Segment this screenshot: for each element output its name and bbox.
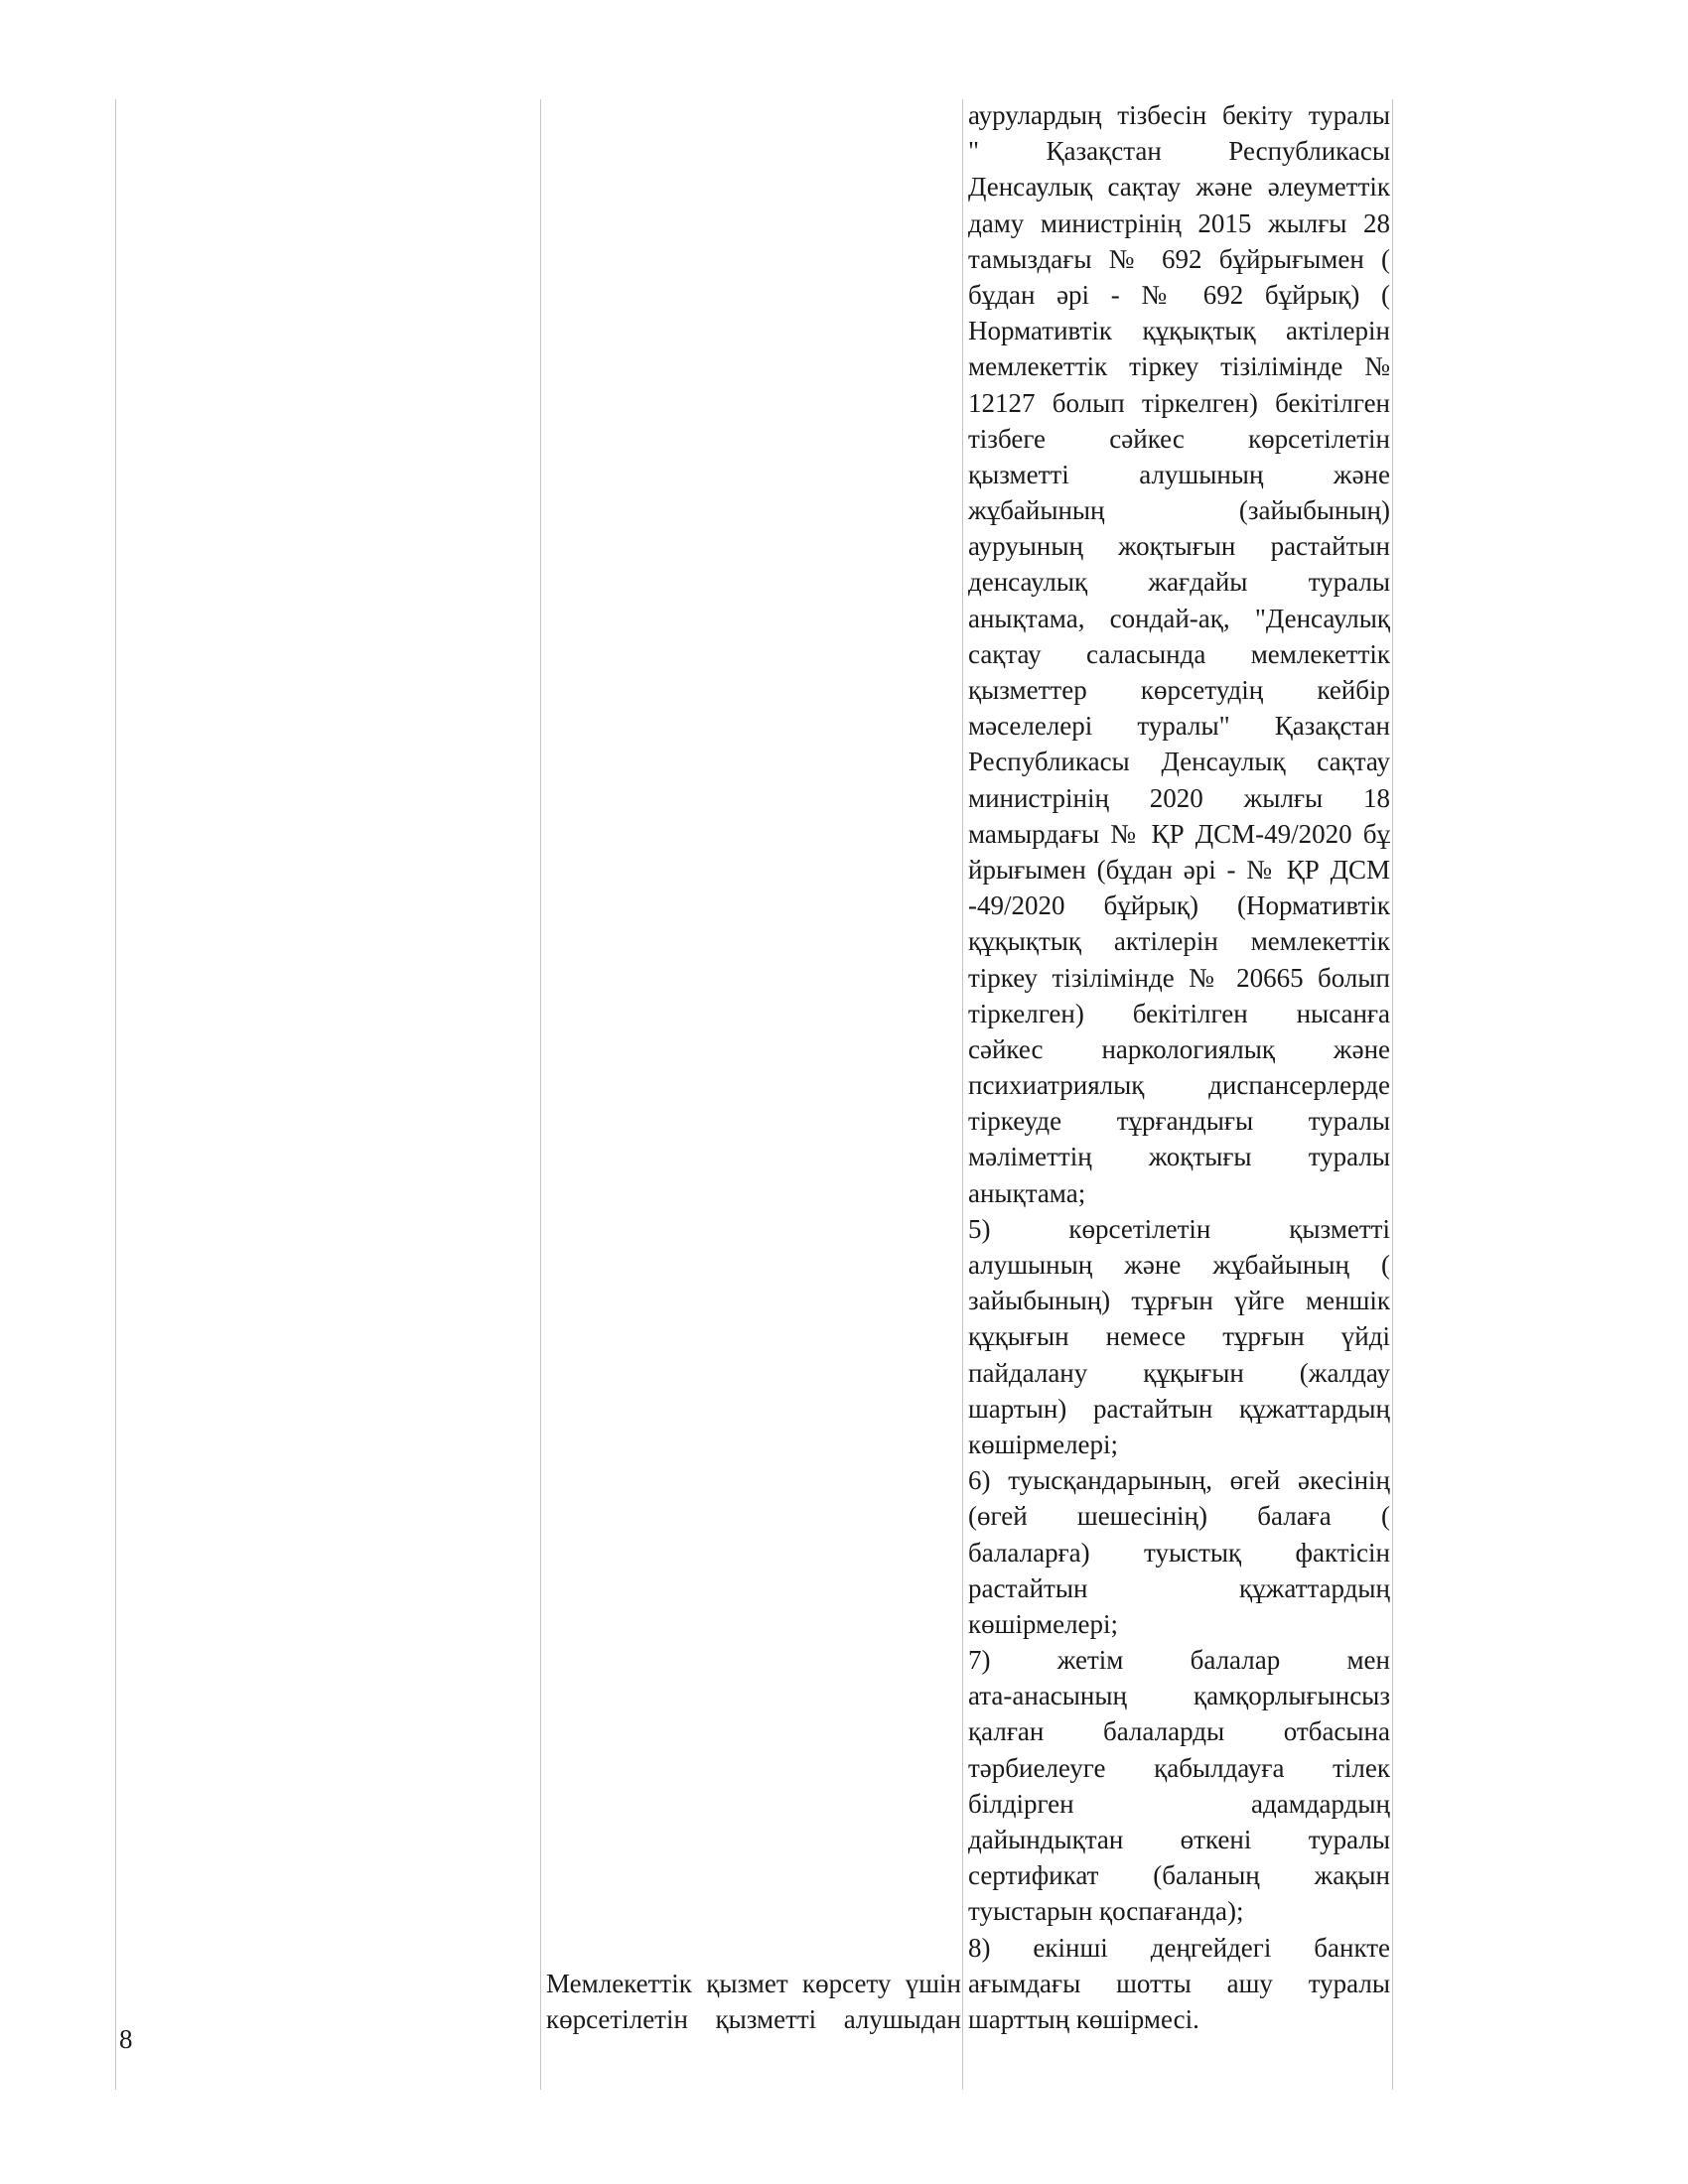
requirements-line: тіркеу тізілімінде № 20665 болып — [968, 962, 1390, 993]
requirements-line: анықтама; — [968, 1177, 1086, 1208]
requirements-line: көшірмелері; — [968, 1608, 1119, 1639]
item-title-line: Мемлекеттік қызмет көрсету үшін — [546, 1969, 961, 1998]
requirements-line: ауруының жоқтығын растайтын — [968, 531, 1390, 562]
requirements-line: даму министрінің 2015 жылғы 28 — [968, 207, 1390, 238]
requirements-line: " Қазақстан Республикасы — [968, 136, 1390, 167]
requirements-line: қызметті алушының және — [968, 459, 1390, 489]
requirements-line: тіркеуде тұрғандығы туралы — [968, 1106, 1390, 1137]
requirements-line: қызметтер көрсетудің кейбір — [968, 675, 1390, 705]
requirements-line: 7) жетім балалар мен — [968, 1645, 1390, 1676]
requirements-line: тізбеге сәйкес көрсетілетін — [968, 423, 1390, 454]
requirements-line: денсаулық жағдайы туралы — [968, 567, 1390, 598]
requirements-line: растайтын құжаттардың — [968, 1572, 1390, 1603]
requirements-line: тамыздағы № 692 бұйрығымен ( — [968, 243, 1390, 274]
requirements-line: сертификат (баланың жақын — [968, 1860, 1390, 1891]
requirements-line: йрығымен (бұдан әрі - № ҚР ДСМ — [968, 854, 1390, 885]
row-number-cell — [119, 2021, 149, 2057]
requirements-line: психиатриялық диспансерлерде — [968, 1070, 1390, 1101]
requirements-cell — [968, 97, 1390, 2037]
requirements-line: 12127 болып тіркелген) бекітілген — [968, 387, 1390, 418]
requirements-line: ата-анасының қамқорлығынсыз — [968, 1681, 1390, 1711]
requirements-line: көшірмелері; — [968, 1429, 1119, 1459]
requirements-line: балаларға) туыстық фактісін — [968, 1537, 1390, 1568]
item-title-cell — [546, 1966, 961, 2037]
requirements-line: мәселелері туралы" Қазақстан — [968, 711, 1390, 742]
table-divider-col1-col2 — [540, 99, 541, 2090]
requirements-line: анықтама, сондай-ақ, "Денсаулық — [968, 603, 1390, 633]
requirements-line: тәрбиелеуге қабылдауға тілек — [968, 1752, 1390, 1783]
table-border-left — [115, 99, 116, 2090]
requirements-line: аурулардың тізбесін бекіту туралы — [968, 100, 1390, 130]
requirements-line: пайдалану құқығын (жалдау — [968, 1357, 1390, 1388]
requirements-line: жұбайының (зайыбының) — [968, 495, 1390, 526]
requirements-line: мемлекеттік тіркеу тізілімінде № — [968, 351, 1390, 382]
requirements-line: бұдан әрі - № 692 бұйрық) ( — [968, 279, 1390, 310]
table-border-right — [1392, 99, 1393, 2090]
requirements-line: алушының және жұбайының ( — [968, 1250, 1390, 1280]
requirements-line: сәйкес наркологиялық және — [968, 1033, 1390, 1064]
requirements-line: 8) екінші деңгейдегі банкте — [968, 1932, 1390, 1963]
requirements-line: Республикасы Денсаулық сақтау — [968, 747, 1390, 777]
requirements-line: -49/2020 бұйрық) (Нормативтік — [968, 890, 1390, 921]
requirements-line: Денсаулық сақтау және әлеуметтік — [968, 172, 1390, 203]
requirements-line: ағымдағы шотты ашу туралы — [968, 1968, 1390, 1998]
requirements-line: қалған балаларды отбасына — [968, 1716, 1390, 1747]
requirements-line: білдірген адамдардың — [968, 1788, 1390, 1819]
requirements-line: министрінің 2020 жылғы 18 — [968, 782, 1390, 813]
requirements-line: сақтау саласында мемлекеттік — [968, 638, 1390, 669]
requirements-line: дайындықтан өткені туралы — [968, 1825, 1390, 1854]
requirements-line: тіркелген) бекітілген нысанға — [968, 998, 1390, 1028]
requirements-line: Нормативтік құқықтық актілерін — [968, 316, 1390, 346]
item-title-line: көрсетілетін қызметті алушыдан — [546, 2004, 961, 2035]
requirements-line: (өгей шешесінің) балаға ( — [968, 1501, 1390, 1532]
requirements-line: зайыбының) тұрғын үйге меншік — [968, 1286, 1390, 1316]
requirements-line: 5) көрсетілетін қызметті — [968, 1213, 1390, 1244]
requirements-line: мамырдағы № ҚР ДСМ-49/2020 бұ — [968, 818, 1390, 849]
row-number: 8 — [119, 2024, 133, 2054]
requirements-line: мәліметтің жоқтығы туралы — [968, 1142, 1390, 1172]
table-divider-col2-col3 — [962, 99, 963, 2090]
requirements-line: шартын) растайтын құжаттардың — [968, 1393, 1390, 1424]
requirements-line: құқығын немесе тұрғын үйді — [968, 1321, 1390, 1352]
requirements-line: 6) туысқандарының, өгей әкесінің — [968, 1465, 1390, 1496]
requirements-line: шарттың көшірмесі. — [968, 2003, 1199, 2034]
requirements-line: туыстарын қоспағанда); — [968, 1896, 1244, 1927]
requirements-line: құқықтық актілерін мемлекеттік — [968, 926, 1390, 957]
